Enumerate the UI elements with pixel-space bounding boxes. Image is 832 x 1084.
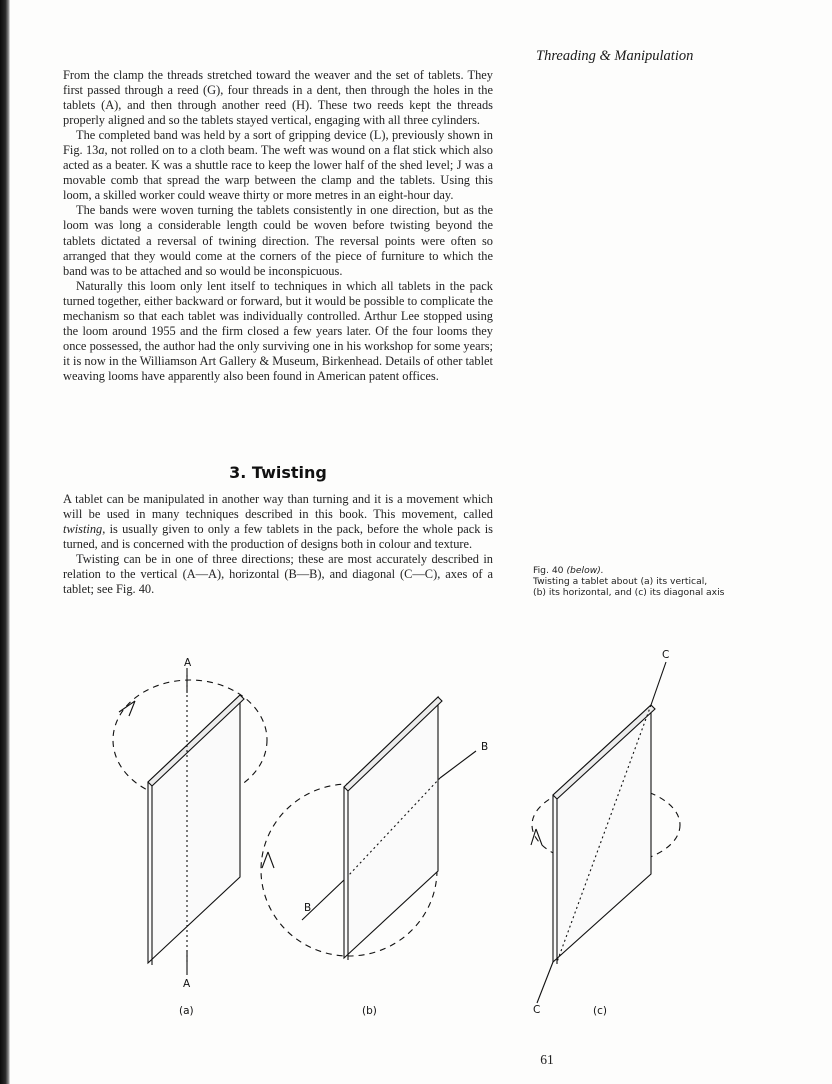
caption-note: (below). <box>566 565 604 576</box>
section-heading: 3. Twisting <box>229 463 327 482</box>
panel-label-b: (b) <box>362 1005 377 1017</box>
paragraph: The bands were woven turning the tablets consistently in one direction, but as the loom was long a considerable length could be woven before twisting beyond the tablets dictated a reversal of twining direction. The reversal points were often so arranged that they would come at the corners of the piece of furniture to which the band was to be attached and so would be inconspicuous. <box>63 203 493 278</box>
body-text-top <box>63 68 493 384</box>
panel-a-diagram <box>113 668 267 975</box>
running-head: Threading & Manipulation <box>536 48 694 64</box>
axis-line <box>302 880 344 920</box>
axis-label-a-top: A <box>184 657 192 669</box>
caption-title <box>533 565 773 576</box>
panel-c-diagram <box>531 662 680 1003</box>
tablet-card <box>553 705 651 962</box>
panel-b-diagram <box>261 697 476 960</box>
axis-line <box>440 751 476 778</box>
panel-label-a: (a) <box>179 1005 194 1017</box>
axis-line <box>651 662 666 705</box>
page-number: 61 <box>540 1052 554 1067</box>
body-text-bottom <box>63 492 493 597</box>
axis-label-a-bottom: A <box>183 978 191 990</box>
tablet-twisting-figure <box>0 640 832 1030</box>
axis-label-b-right: B <box>481 741 489 753</box>
axis-line <box>537 962 553 1003</box>
tablet-card <box>148 695 240 963</box>
rotation-arrow <box>262 852 274 868</box>
axis-label-b-left: B <box>304 902 312 914</box>
caption-line: (b) its horizontal, and (c) its diagonal axis <box>533 587 725 598</box>
axis-label-c-bottom: C <box>533 1004 541 1016</box>
paragraph: A tablet can be manipulated in another way than turning and it is a movement which will be used in many techniques described in this book. This movement, called twisting, is usually given to only a few tablets in the pack, before the whole pack is turned, and is concerned with the production of designs both in colour and texture. <box>63 492 493 552</box>
figure-caption <box>533 565 773 598</box>
caption-line: Twisting a tablet about (a) its vertical, <box>533 576 708 587</box>
paragraph: From the clamp the threads stretched toward the weaver and the set of tablets. They first passed through a reed (G), four threads in a dent, then through the holes in the tablets (A), and then through another reed (H). These two reeds kept the threads properly aligned and so the tablets stayed vertical, engaging with all three cylinders. <box>63 68 493 128</box>
axis-label-c-top: C <box>662 649 670 661</box>
paragraph: The completed band was held by a sort of gripping device (L), previously shown in Fig. 13a, not rolled on to a cloth beam. The weft was wound on a flat stick which also acted as a beater. K was a shuttle race to keep the lower half of the shed level; J was a movable comb that spread the warp between the clamp and the tablets. Using this loom, a skilled worker could weave thirty or more metres in an eight-hour day. <box>63 128 494 203</box>
caption-fig: Fig. 40 <box>533 565 564 576</box>
panel-label-c: (c) <box>593 1005 607 1017</box>
paragraph: Twisting can be in one of three directions; these are most accurately described in relation to the vertical (A—A), horizontal (B—B), and diagonal (C—C), axes of a tablet; see Fig. 40. <box>63 552 493 597</box>
paragraph: Naturally this loom only lent itself to techniques in which all tablets in the pack turned together, either backward or forward, but it would be possible to complicate the mechanism so that each tablet was individually controlled. Arthur Lee stopped using the loom around 1955 and the firm closed a few years later. Of the four looms they once possessed, the author had the only surviving one in his workshop for some years; it is now in the Williamson Art Gallery & Museum, Birkenhead. Details of other tablet weaving looms have apparently also been found in American patent offices. <box>63 278 493 383</box>
tablet-card <box>344 697 438 958</box>
